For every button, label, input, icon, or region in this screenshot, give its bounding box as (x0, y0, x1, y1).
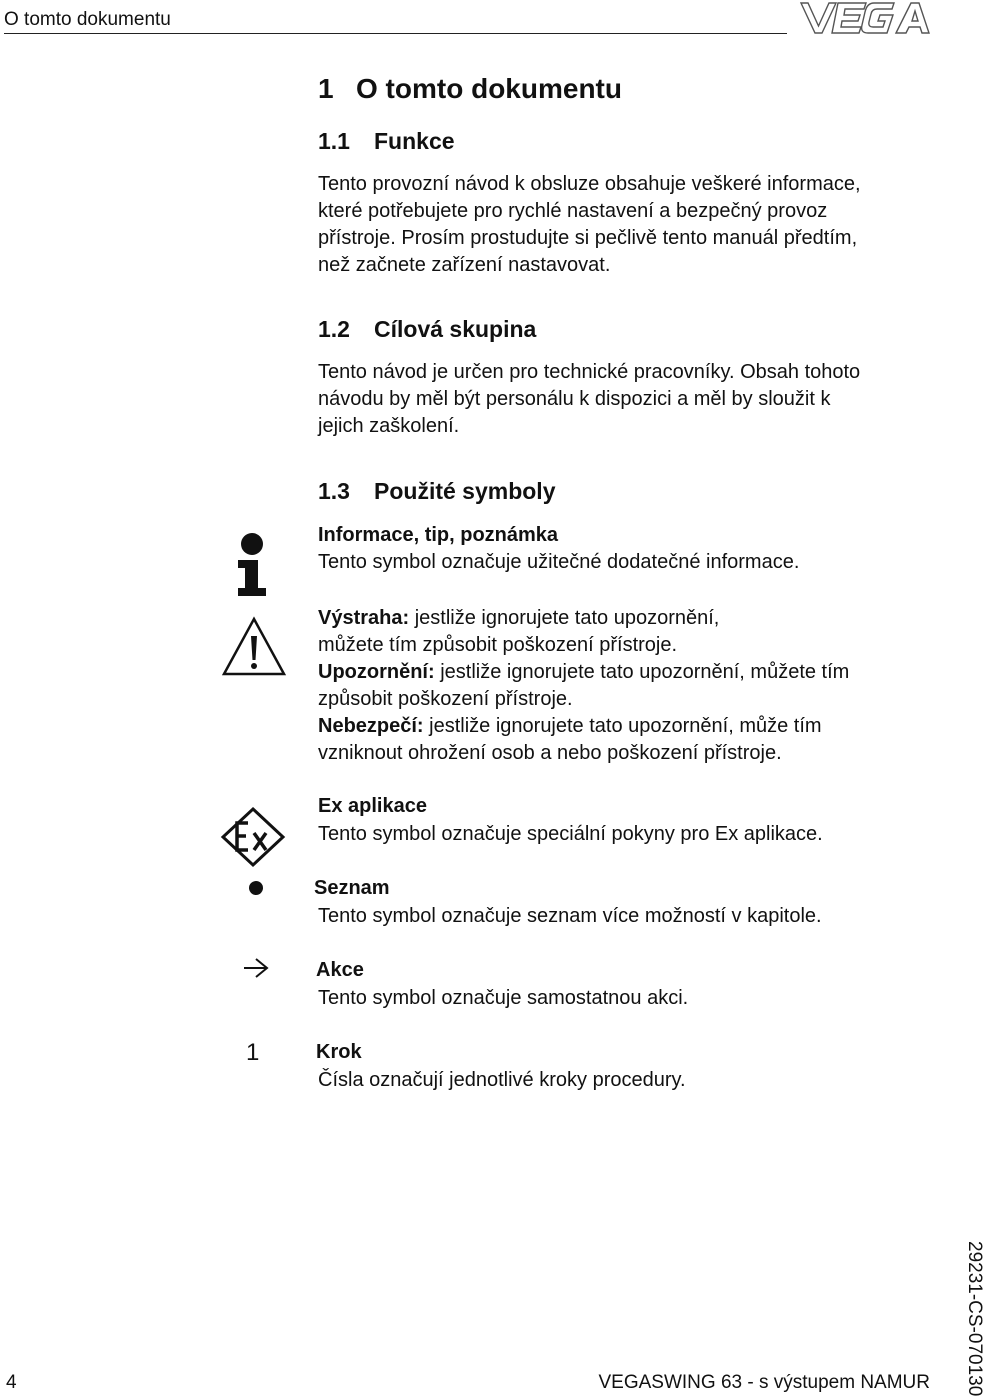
info-icon (234, 532, 270, 598)
section-number: 1.2 (318, 316, 350, 342)
warning-line-vystraha (318, 605, 948, 632)
header-title: O tomto dokumentu (4, 9, 171, 30)
section-title: Použité symboly (374, 478, 556, 504)
info-title: Informace, tip, poznámka (318, 524, 559, 546)
warning-icon (221, 616, 287, 678)
section-number: 1.3 (318, 478, 350, 504)
paragraph-line: než začnete zařízení nastavovat. (318, 254, 611, 276)
action-desc: Tento symbol označuje samostatnou akci. (318, 987, 689, 1009)
warning-text: jestliže ignorujete tato upozornění, můžete tím (434, 661, 850, 683)
warning-line-upozorneni (318, 659, 948, 686)
warning-label: Nebezpečí: (318, 715, 424, 737)
warning-label: Výstraha: (318, 607, 410, 629)
paragraph-line: které potřebujete pro rychlé nastavení a bezpečný provoz (318, 200, 828, 222)
step-title: Krok (316, 1041, 362, 1063)
chapter-title: O tomto dokumentu (356, 73, 622, 104)
paragraph-line: Tento provozní návod k obsluze obsahuje veškeré informace, (318, 173, 861, 195)
bullet-icon (248, 880, 264, 896)
warning-text: jestliže ignorujete tato upozornění, může tím (423, 715, 822, 737)
paragraph-line: Tento návod je určen pro technické pracovníky. Obsah tohoto (318, 361, 861, 383)
warning-text: jestliže ignorujete tato upozornění, (409, 607, 720, 629)
step-desc: Čísla označují jednotlivé kroky procedury. (318, 1069, 686, 1091)
header-rule (4, 33, 787, 34)
vega-logo (798, 0, 932, 36)
chapter-number: 1 (318, 73, 334, 104)
section-heading-funkce (318, 128, 455, 155)
ex-icon (220, 806, 286, 868)
list-title: Seznam (314, 877, 390, 899)
warning-text: můžete tím způsobit poškození přístroje. (318, 634, 678, 656)
chapter-heading (318, 73, 622, 105)
paragraph-line: jejich zaškolení. (318, 415, 460, 437)
ex-desc: Tento symbol označuje speciální pokyny pro Ex aplikace. (318, 823, 823, 845)
arrow-icon (243, 957, 269, 979)
action-title: Akce (316, 959, 364, 981)
paragraph-line: návodu by měl být personálu k dispozici a měl by sloužit k (318, 388, 831, 410)
warning-block (318, 605, 948, 767)
warning-label: Upozornění: (318, 661, 435, 683)
section-number: 1.1 (318, 128, 350, 154)
warning-text: způsobit poškození přístroje. (318, 688, 573, 710)
section-heading-cilova-skupina (318, 316, 536, 343)
warning-line-nebezpeci (318, 713, 948, 740)
section-paragraph-funkce (318, 171, 948, 279)
list-desc: Tento symbol označuje seznam více možností v kapitole. (318, 905, 822, 927)
page-number: 4 (6, 1372, 17, 1393)
product-name: VEGASWING 63 - s výstupem NAMUR (598, 1372, 930, 1393)
section-title: Funkce (374, 128, 455, 154)
section-title: Cílová skupina (374, 316, 537, 342)
info-desc: Tento symbol označuje užitečné dodatečné informace. (318, 551, 800, 573)
paragraph-line: přístroje. Prosím prostudujte si pečlivě tento manuál předtím, (318, 227, 858, 249)
document-number: 29231-CS-070130 (964, 1241, 985, 1396)
ex-title: Ex aplikace (318, 795, 427, 817)
warning-text: vzniknout ohrožení osob a nebo poškození přístroje. (318, 742, 782, 764)
step-number: 1 (246, 1039, 260, 1066)
section-paragraph-cilova-skupina (318, 359, 948, 440)
section-heading-symboly (318, 478, 555, 505)
